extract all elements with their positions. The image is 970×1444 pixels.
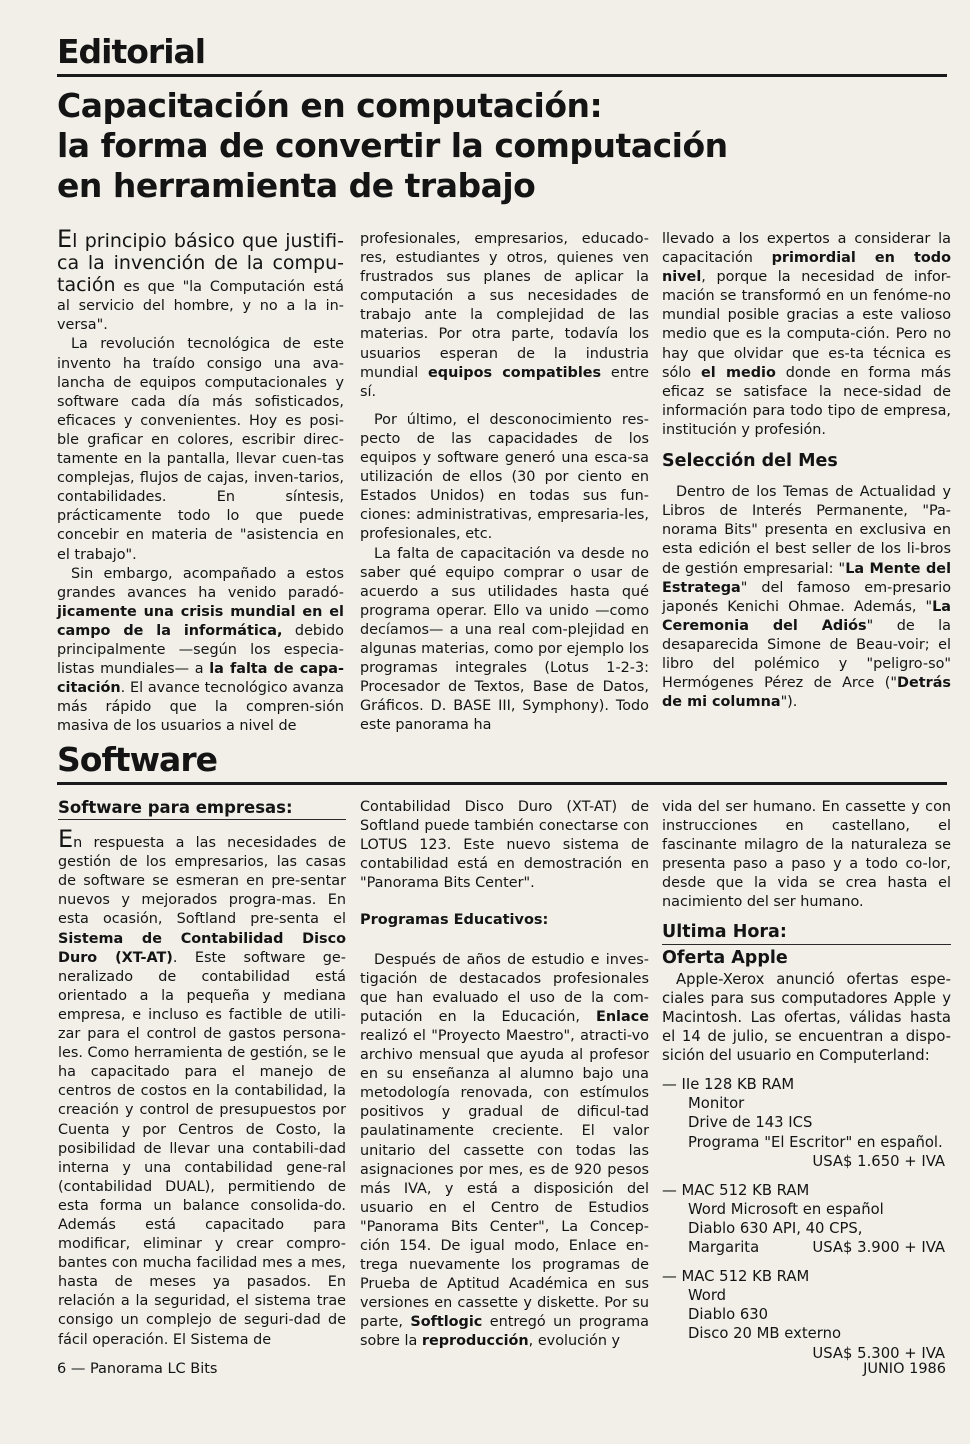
dropcap: E xyxy=(57,225,73,253)
paragraph xyxy=(360,951,649,1352)
bold-text: Enlace xyxy=(595,1008,649,1025)
paragraph-text: es que "la Computación está al servicio del hombre, y no a la in-versa". xyxy=(57,279,344,334)
text: Después de años de estudio e inves-tigación de destacados profesionales que han evaluado el uso de la com-putación en la Educación, xyxy=(360,951,649,1025)
footer-page-label: 6 — Panorama LC Bits xyxy=(57,1361,218,1377)
section-title-software: Software xyxy=(57,740,217,779)
bold-text: La Mente del Estratega xyxy=(662,560,952,596)
text: " de la desaparecida Simone de Beau-voir; el libro del polémico y "peligro-so" Hermógenes Pérez de Arce (" xyxy=(662,617,951,692)
offer-item-title: — IIe 128 KB RAM xyxy=(662,1076,795,1094)
editorial-column-2 xyxy=(360,230,649,735)
bold-text: Sistema de Contabilidad Disco Duro (XT-AT) xyxy=(58,930,346,966)
bold-text: la falta de capa-citación xyxy=(57,661,344,697)
paragraph: Contabilidad Disco Duro (XT-AT) de Softland puede también conectarse con LOTUS 123. Este nuevo sistema de contabilidad está en demostración en "Panorama Bits Center". xyxy=(360,799,649,892)
bold-text: La Ceremonia del Adiós xyxy=(662,598,951,634)
text: llevado a los expertos a considerar la capacitación xyxy=(662,231,951,267)
text: entre sí. xyxy=(360,364,649,400)
subhead-rule xyxy=(662,944,951,945)
bold-text: Softlogic xyxy=(410,1314,483,1331)
offer-item xyxy=(662,1181,951,1257)
offer-item-line: Diablo 630 API, 40 CPS, xyxy=(688,1219,863,1237)
offer-item-title: — MAC 512 KB RAM xyxy=(662,1181,810,1199)
subhead-ultima-hora: Ultima Hora: xyxy=(662,921,787,942)
text: Dentro de los Temas de Actualidad y Libros de Interés Permanente, "Pa-norama Bits" presenta en exclusiva en esta edición el best seller de los li-bros de gestión empresarial: " xyxy=(662,484,951,577)
editorial-lead xyxy=(57,225,344,335)
paragraph xyxy=(662,230,951,440)
paragraph: Por último, el desconocimiento res-pecto de las capacidades de los equipos y software generó una esca-sa utilización de ellos (30 por ciento en Estados Unidos) en todas sus fun-ciones: administrativas, empresaria-les, profesionales, etc. xyxy=(360,411,649,543)
paragraph: vida del ser humano. En cassette y con instrucciones en castellano, el fascinante milagro de la naturaleza se presenta paso a paso y a todo co-lor, desde que la vida se crea hasta el nacimiento del ser humano. xyxy=(662,799,951,911)
offer-price: USA$ 1.650 + IVA xyxy=(812,1152,945,1170)
bold-text: Detrás de mi columna xyxy=(662,675,951,711)
headline-line-2: la forma de convertir la computación xyxy=(57,126,728,165)
editorial-column-3 xyxy=(662,230,951,712)
text: donde en forma más eficaz se satisface la nece-sidad de información para todo tipo de empresa, institución y profesión. xyxy=(662,364,951,438)
offer-item-line: Word xyxy=(688,1287,727,1305)
offer-item-line: Diablo 630 xyxy=(688,1306,769,1324)
paragraph: La revolución tecnológica de este invento ha traído consigo una ava-lancha de equipos computacionales y software cada día más sofisticados, eficaces y convenientes. Hoy es posi-ble graficar en colores, escribir direc-tamente en la pantalla, llevar cuen-tas complejas, flujos de cajas, inven-tarios, contabilidades. En síntesis, prácticamente todo lo que puede concebir en materia de "asistencia en el trabajo". xyxy=(57,336,344,563)
text: "). xyxy=(780,694,798,711)
text: entregó un programa sobre la xyxy=(360,1314,649,1350)
offer-item-line: Margarita xyxy=(688,1238,760,1256)
lead-text: l principio básico que justifi- xyxy=(72,230,344,252)
paragraph xyxy=(58,825,346,1350)
bold-text: el medio xyxy=(700,364,776,381)
text: n respuesta a las necesidades de gestión de los empresarios, las casas de software se esmeran en pre-sentar nuevos y mejorados progra-mas. En esta ocasión, Softland pre-senta el xyxy=(58,835,346,928)
offer-price: USA$ 3.900 + IVA xyxy=(812,1239,945,1257)
paragraph xyxy=(57,565,344,737)
offer-item-title: — MAC 512 KB RAM xyxy=(662,1268,810,1286)
text: . Este software ge-neralizado de contabilidad está orientado a la pequeña y mediana empresa, e incluso es factible de utili-zar para el control de gastos persona-les. Como herramienta de gestión, se le ha capacitado para el manejo de centros de costos en la contabilidad, la creación y control de presupuestos por Cuenta y por Centros de Costo, la posibilidad de llevar una contabili-dad interna y una contabilidad gene-ral (contabilidad DUAL), permitiendo de esta forma un balance consolida-do. Además está capacitado para modificar, eliminar y crear compro-bantes con mucha facilidad mes a mes, hasta de meses ya pasados. En relación a la seguridad, el sistema trae consigo un complejo de seguri-dad de fácil operación. El Sistema de xyxy=(58,949,346,1348)
lead-text: ca la invención de la compu- xyxy=(57,252,344,275)
text: Sin embargo, acompañado a estos grandes avances ha venido paradó- xyxy=(57,565,344,601)
text: . El avance tecnológico avanza más rápido que la compren-sión masiva de los usuarios a nivel de xyxy=(57,680,344,735)
section-title-editorial: Editorial xyxy=(57,32,206,71)
header-rule xyxy=(57,74,947,77)
software-column-3 xyxy=(662,798,951,1363)
offer-item xyxy=(662,1075,951,1170)
dropcap: E xyxy=(58,825,74,854)
editorial-column-1 xyxy=(57,225,344,736)
software-column-1 xyxy=(58,798,346,1350)
text: " del famoso em-presario japonés Kenichi Ohmae. Además, " xyxy=(662,579,951,615)
subhead-software-empresas: Software para empresas: xyxy=(58,798,293,817)
bold-text: equipos compatibles xyxy=(428,364,602,381)
paragraph: Apple-Xerox anunció ofertas espe-ciales para sus computadores Apple y Macintosh. Las ofertas, válidas hasta el 14 de julio, se encuentran a dispo-sición del usuario en Computerland: xyxy=(662,970,951,1065)
headline-line-3: en herramienta de trabajo xyxy=(57,166,536,205)
headline-line-1: Capacitación en computación: xyxy=(57,86,603,125)
offer-price: USA$ 5.300 + IVA xyxy=(812,1344,945,1362)
software-column-2 xyxy=(360,798,649,1352)
software-rule xyxy=(57,782,947,785)
footer-date: JUNIO 1986 xyxy=(863,1361,946,1377)
paragraph: La falta de capacitación va desde no saber qué equipo comprar o usar de acuerdo a sus utilidades hasta qué programa operar. Ello va unido —como decíamos— a una real com-plejidad en algunas materias, como por ejemplo los programas integrales (Lotus 1-2-3: Procesador de Textos, Base de Datos, Gráficos. D. BASE III, Symphony). Todo este panorama ha xyxy=(360,545,649,734)
paragraph xyxy=(360,230,649,402)
offer-item xyxy=(662,1267,951,1362)
subhead-programas-educativos: Programas Educativos: xyxy=(360,912,549,929)
offer-item-line: Programa "El Escritor" en español. xyxy=(688,1133,943,1151)
subhead-rule xyxy=(58,819,346,820)
text: profesionales, empresarios, educado-res, estudiantes y otros, quienes ven frustrados sus planes de aplicar la computación a sus necesidades de trabajo ante la complejidad de las materias. Por otra parte, todavía los usuarios esperan de la industria mundial xyxy=(360,231,649,381)
text: , evolución y xyxy=(528,1333,621,1350)
bold-text: jicamente una crisis mundial en el campo de la informática, xyxy=(57,603,344,639)
offer-item-line: Monitor xyxy=(688,1095,745,1113)
offer-item-line: Disco 20 MB externo xyxy=(688,1325,842,1343)
text: , porque la necesidad de infor-mación se transformó en un fenóme-no mundial posible gracias a este valioso medio que es la computa-ción. Pero no hay que olvidar que es-ta técnica es sólo xyxy=(662,269,951,381)
bold-text: primordial en todo nivel xyxy=(662,250,951,286)
text: realizó el "Proyecto Maestro", atracti-vo archivo mensual que ayuda al profesor en su enseñanza al alumno bajo una metodología renovada, con estímulos positivos y gradual de dificul-tad paulatinamente creciente. El valor unitario del cassette con todas las asignaciones por mes, es de 920 pesos más IVA, y está a disposición del usuario en el Centro de Estudios "Panorama Bits Center", La Concep-ción 154. De igual modo, Enlace en-trega nuevamente los programas de Prueba de Aptitud Académica en sus versiones en cassette y diskette. Por su parte, xyxy=(360,1027,649,1331)
paragraph xyxy=(662,483,951,712)
bold-text: reproducción xyxy=(421,1333,529,1350)
lead-text: tación xyxy=(57,274,116,297)
subhead-seleccion: Selección del Mes xyxy=(662,451,838,472)
text: debido principalmente —según los especia-listas mundiales— a xyxy=(57,622,344,678)
subhead-oferta-apple: Oferta Apple xyxy=(662,947,788,968)
offer-item-line: Drive de 143 ICS xyxy=(688,1114,813,1132)
offer-item-line: Word Microsoft en español xyxy=(688,1200,884,1218)
editorial-headline xyxy=(57,86,937,206)
